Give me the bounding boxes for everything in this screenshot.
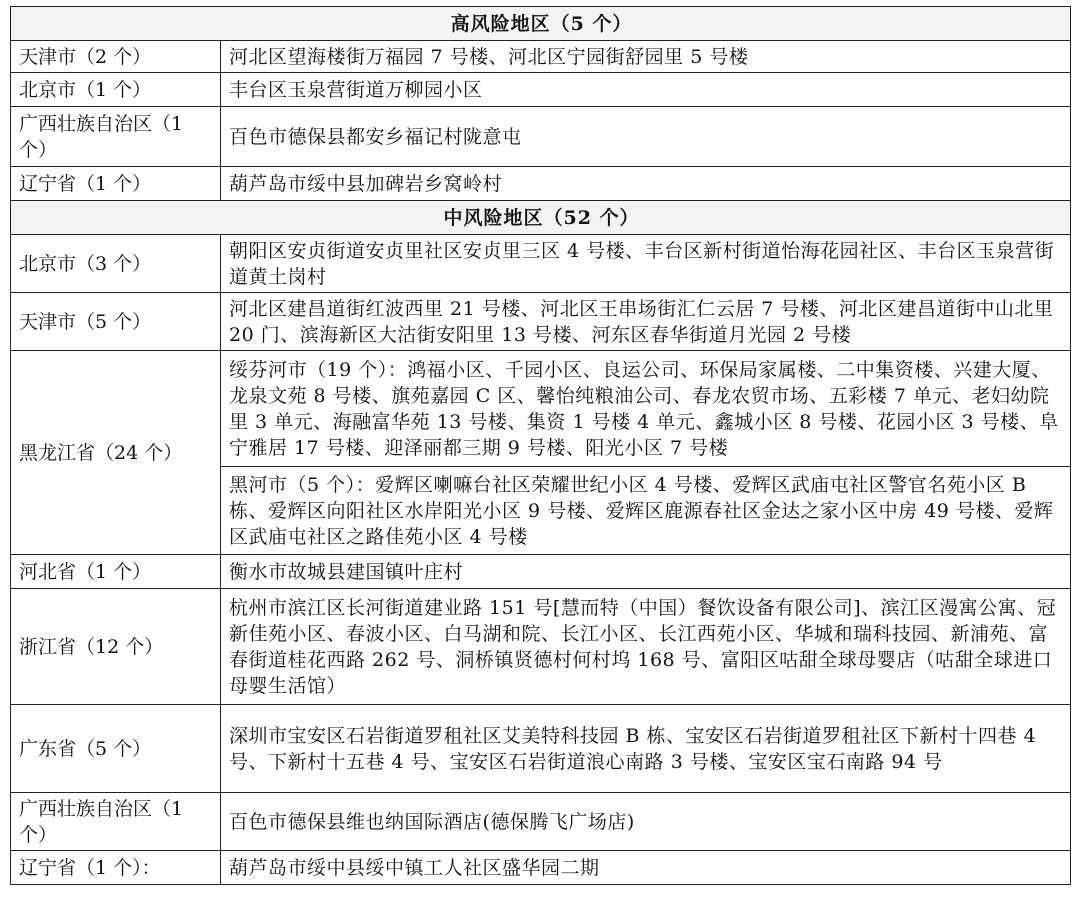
areas-cell: 绥芬河市（19 个）：鸿福小区、千园小区、良运公司、环保局家属楼、二中集资楼、兴建大厦、龙泉文苑 8 号楼、旗苑嘉园 C 区、馨怡纯粮油公司、春龙农贸市场、五彩楼 7 单元、老妇幼院里 3 单元、海融富华苑 13 号楼、集资 1 号楼 4 单元、鑫城小区 8 号楼、花园小区 3 号楼、阜宁雅居 17 号楼、迎泽丽都三期 9 号楼、阳光小区 7 号楼 — [221, 351, 1071, 467]
region-cell: 辽宁省（1 个） — [11, 167, 221, 201]
areas-cell: 杭州市滨江区长河街道建业路 151 号[慧而特（中国）餐饮设备有限公司]、滨江区漫寓公寓、冠新佳苑小区、春波小区、白马湖和院、长江小区、长江西苑小区、华城和瑞科技园、新浦苑、富春街道桂花西路 262 号、洞桥镇贤德村何村坞 168 号、富阳区咕甜全球母婴店（咕甜全球进口母婴生活馆） — [221, 589, 1071, 705]
table-row — [11, 793, 1071, 851]
areas-cell: 百色市德保县维也纳国际酒店(德保腾飞广场店) — [221, 793, 1071, 851]
medium-risk-title: 中风险地区（52 个） — [11, 201, 1071, 235]
region-cell: 黑龙江省（24 个） — [11, 351, 221, 555]
table-row — [11, 555, 1071, 589]
table-row — [11, 167, 1071, 201]
table-row — [11, 41, 1071, 73]
areas-cell: 葫芦岛市绥中县加碑岩乡窝岭村 — [221, 167, 1071, 201]
region-cell: 河北省（1 个） — [11, 555, 221, 589]
table-row — [11, 589, 1071, 705]
areas-cell: 百色市德保县都安乡福记村陇意屯 — [221, 107, 1071, 167]
areas-cell: 深圳市宝安区石岩街道罗租社区艾美特科技园 B 栋、宝安区石岩街道罗租社区下新村十四巷 4 号、下新村十五巷 4 号、宝安区石岩街道浪心南路 3 号楼、宝安区宝石南路 94 号 — [221, 705, 1071, 793]
table-row — [11, 73, 1071, 107]
table-row — [11, 235, 1071, 293]
region-cell: 广西壮族自治区（1 个） — [11, 107, 221, 167]
areas-cell: 葫芦岛市绥中县绥中镇工人社区盛华园二期 — [221, 851, 1071, 885]
areas-cell: 丰台区玉泉营街道万柳园小区 — [221, 73, 1071, 107]
high-risk-title: 高风险地区（5 个） — [11, 7, 1071, 41]
areas-cell: 黑河市（5 个）：爱辉区喇嘛台社区荣耀世纪小区 4 号楼、爱辉区武庙屯社区警官名苑小区 B 栋、爱辉区向阳社区水岸阳光小区 9 号楼、爱辉区鹿源春社区金达之家小区中房 49 号楼、爱辉区武庙屯社区之路佳苑小区 4 号楼 — [221, 467, 1071, 555]
region-cell: 广西壮族自治区（1 个） — [11, 793, 221, 851]
table-row — [11, 705, 1071, 793]
region-cell: 天津市（5 个） — [11, 293, 221, 351]
areas-cell: 河北区望海楼街万福园 7 号楼、河北区宁园街舒园里 5 号楼 — [221, 41, 1071, 73]
areas-cell: 河北区建昌道街红波西里 21 号楼、河北区王串场街汇仁云居 7 号楼、河北区建昌道街中山北里 20 门、滨海新区大沽街安阳里 13 号楼、河东区春华街道月光园 2 号楼 — [221, 293, 1071, 351]
medium-risk-header-row — [11, 201, 1071, 235]
region-cell: 浙江省（12 个） — [11, 589, 221, 705]
table-row — [11, 293, 1071, 351]
region-cell: 广东省（5 个） — [11, 705, 221, 793]
table-row — [11, 107, 1071, 167]
region-cell: 北京市（3 个） — [11, 235, 221, 293]
region-cell: 辽宁省（1 个）： — [11, 851, 221, 885]
areas-cell: 朝阳区安贞街道安贞里社区安贞里三区 4 号楼、丰台区新村街道怡海花园社区、丰台区玉泉营街道黄土岗村 — [221, 235, 1071, 293]
table-row — [11, 851, 1071, 885]
region-cell: 天津市（2 个） — [11, 41, 221, 73]
areas-cell: 衡水市故城县建国镇叶庄村 — [221, 555, 1071, 589]
region-cell: 北京市（1 个） — [11, 73, 221, 107]
risk-area-document — [10, 6, 1070, 885]
high-risk-header-row — [11, 7, 1071, 41]
table-row — [11, 351, 1071, 467]
risk-area-table — [10, 6, 1071, 885]
